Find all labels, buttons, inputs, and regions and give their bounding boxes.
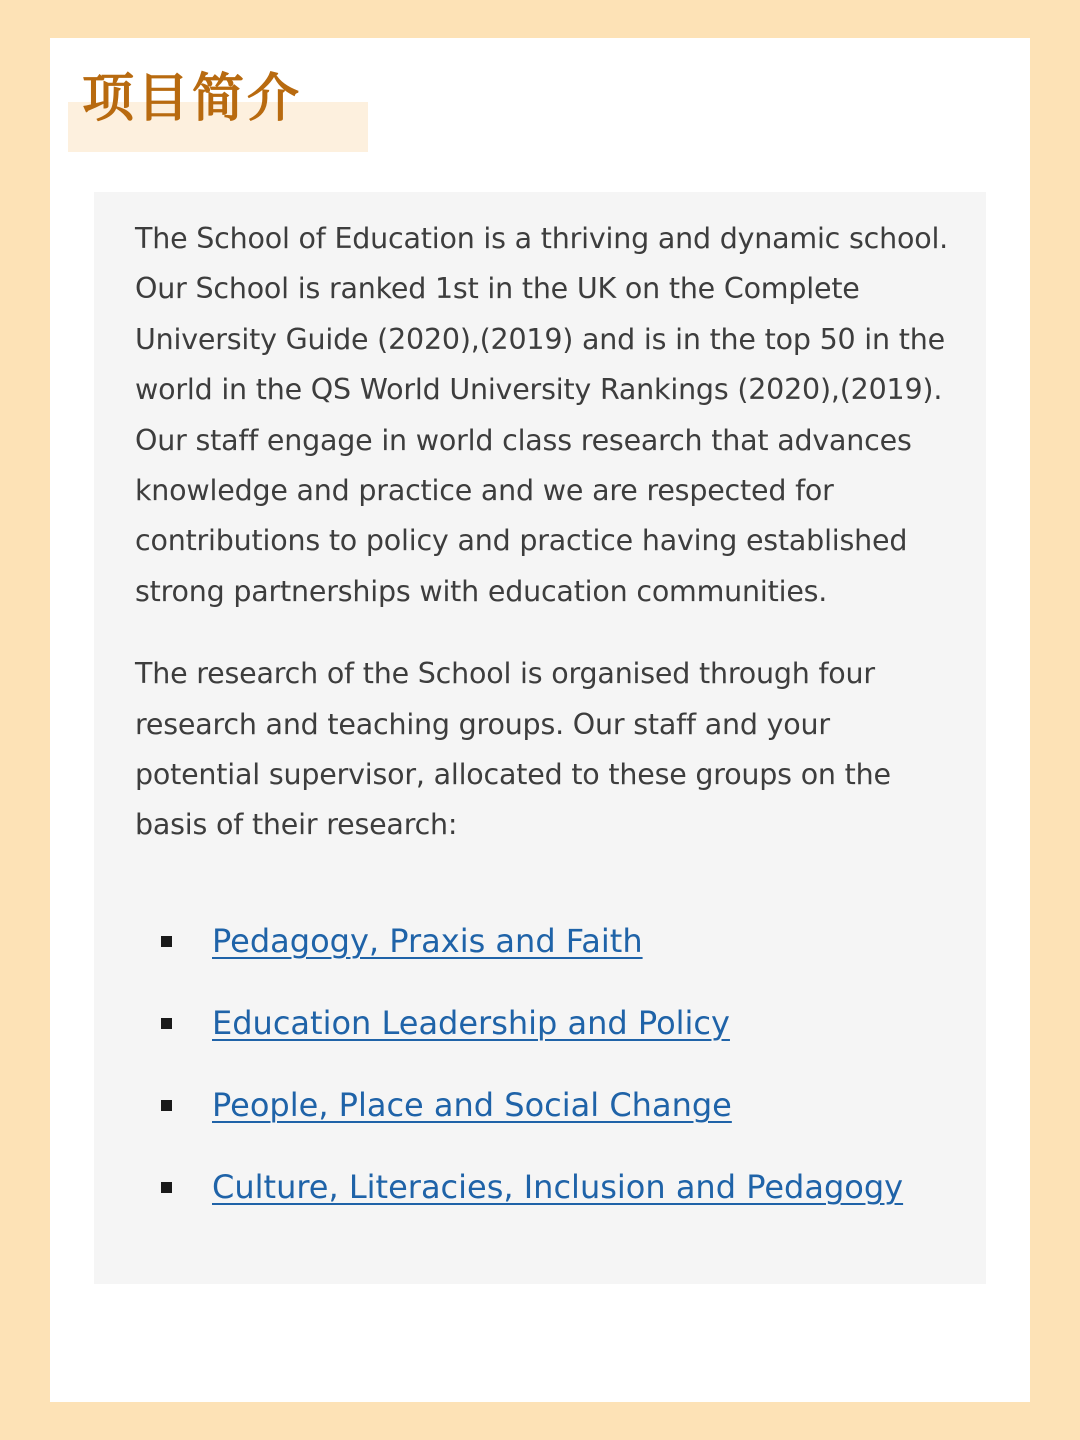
research-groups-list [135,901,956,1229]
group-link-culture-literacies-inclusion-pedagogy[interactable]: Culture, Literacies, Inclusion and Pedagogy [212,1167,904,1206]
groups-intro-paragraph: The research of the School is organised through four research and teaching groups. Our staff and your potential supervisor, allocated to these groups on the basis of their research: [135,657,891,842]
list-item [135,1147,956,1229]
square-bullet-icon [161,936,172,947]
description-panel [94,192,986,1284]
list-item [135,1065,956,1147]
list-item [135,901,956,983]
list-item [135,983,956,1065]
content-card [50,38,1030,1402]
intro-paragraph: The School of Education is a thriving and dynamic school. Our School is ranked 1st in the UK on the Complete University Guide (2020),(2019) and is in the top 50 in the world in the QS World University Rankings (2020),(2019). Our staff engage in world class research that advances knowledge and practice and we are respected for contributions to policy and practice having established strong partnerships with education communities. [135,222,949,608]
square-bullet-icon [161,1182,172,1193]
group-link-education-leadership-policy[interactable]: Education Leadership and Policy [212,1003,730,1042]
group-link-pedagogy-praxis-faith[interactable]: Pedagogy, Praxis and Faith [212,921,643,960]
page-title: 项目简介 [82,69,303,129]
group-link-people-place-social-change[interactable]: People, Place and Social Change [212,1085,732,1124]
square-bullet-icon [161,1018,172,1029]
title-block [68,66,368,152]
square-bullet-icon [161,1100,172,1111]
